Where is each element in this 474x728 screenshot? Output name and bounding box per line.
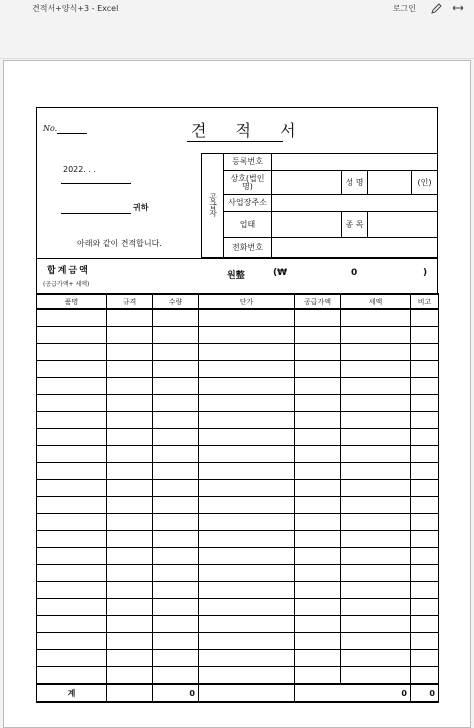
table-cell[interactable]: [107, 616, 153, 633]
table-cell[interactable]: [199, 344, 295, 361]
table-row: [37, 378, 439, 395]
table-cell[interactable]: [107, 565, 153, 582]
table-cell[interactable]: [411, 480, 439, 497]
col-unit-price: 단가: [199, 294, 295, 309]
table-cell[interactable]: [153, 497, 199, 514]
ribbon-area: [0, 16, 474, 59]
table-cell[interactable]: [411, 378, 439, 395]
items-table: [36, 293, 439, 703]
total-row-tax: 0: [411, 684, 439, 702]
table-row: [37, 565, 439, 582]
recipient-suffix: 귀하: [133, 203, 149, 212]
table-cell[interactable]: [295, 650, 341, 667]
table-cell[interactable]: [295, 667, 341, 685]
reg-no-value[interactable]: [272, 154, 438, 171]
table-cell[interactable]: [341, 582, 411, 599]
table-cell[interactable]: [153, 633, 199, 650]
total-won-label: 원整: [227, 271, 245, 281]
table-cell[interactable]: [107, 327, 153, 344]
table-cell[interactable]: [199, 309, 295, 327]
table-cell[interactable]: [411, 531, 439, 548]
date-underline: [61, 183, 131, 184]
table-cell[interactable]: [411, 309, 439, 327]
table-cell[interactable]: [107, 378, 153, 395]
title-underline: [187, 141, 283, 142]
total-amount-close: ): [423, 268, 428, 278]
table-cell[interactable]: [411, 327, 439, 344]
table-cell[interactable]: [341, 531, 411, 548]
table-row: [37, 429, 439, 446]
table-cell[interactable]: [295, 344, 341, 361]
table-cell[interactable]: [199, 599, 295, 616]
supplier-vertical-label: 공급자: [202, 154, 224, 258]
table-cell[interactable]: [107, 361, 153, 378]
table-cell[interactable]: [295, 395, 341, 412]
table-cell[interactable]: [107, 633, 153, 650]
table-cell[interactable]: [295, 565, 341, 582]
table-row: [37, 446, 439, 463]
table-cell[interactable]: [199, 667, 295, 685]
table-cell[interactable]: [295, 446, 341, 463]
table-cell[interactable]: [295, 378, 341, 395]
table-cell[interactable]: [411, 361, 439, 378]
table-cell[interactable]: [37, 582, 107, 599]
table-cell[interactable]: [153, 463, 199, 480]
table-cell[interactable]: [199, 463, 295, 480]
table-cell[interactable]: [411, 429, 439, 446]
table-cell[interactable]: [295, 480, 341, 497]
date-field: 2022. . .: [63, 165, 97, 174]
table-cell[interactable]: [107, 344, 153, 361]
table-cell[interactable]: [153, 514, 199, 531]
total-row-supply: 0: [295, 684, 411, 702]
greeting-text: 아래와 같이 견적합니다.: [77, 239, 162, 248]
total-amount-prefix: (₩: [273, 268, 288, 278]
table-cell[interactable]: [411, 344, 439, 361]
phone-label: 전화번호: [224, 238, 272, 258]
table-cell[interactable]: [153, 667, 199, 685]
table-cell[interactable]: [107, 599, 153, 616]
company-value[interactable]: [272, 171, 342, 195]
table-cell[interactable]: [199, 650, 295, 667]
table-cell[interactable]: [199, 497, 295, 514]
table-row: [37, 309, 439, 327]
total-row-quantity: 0: [153, 684, 199, 702]
table-cell[interactable]: [153, 378, 199, 395]
business-type-value[interactable]: [272, 212, 342, 238]
table-cell[interactable]: [37, 395, 107, 412]
table-row: [37, 531, 439, 548]
table-cell[interactable]: [107, 531, 153, 548]
window-title: 견적서+양식+3 - Excel: [32, 4, 119, 13]
table-cell[interactable]: [37, 667, 107, 685]
table-cell[interactable]: [411, 667, 439, 685]
table-cell[interactable]: [411, 514, 439, 531]
table-row: [37, 463, 439, 480]
table-cell[interactable]: [107, 309, 153, 327]
phone-value[interactable]: [272, 238, 438, 258]
table-cell[interactable]: [199, 616, 295, 633]
table-cell[interactable]: [295, 599, 341, 616]
table-cell[interactable]: [37, 463, 107, 480]
table-cell[interactable]: [411, 633, 439, 650]
col-item-name: 품명: [37, 294, 107, 309]
items-header-row: [37, 294, 439, 309]
total-amount-row: [36, 258, 438, 293]
col-tax: 세액: [341, 294, 411, 309]
table-cell[interactable]: [341, 378, 411, 395]
table-row: [37, 412, 439, 429]
table-cell[interactable]: [341, 412, 411, 429]
table-cell[interactable]: [199, 548, 295, 565]
table-row: [37, 582, 439, 599]
table-cell[interactable]: [37, 514, 107, 531]
table-cell[interactable]: [341, 429, 411, 446]
table-row: [37, 480, 439, 497]
business-item-label: 종 목: [342, 212, 368, 238]
pen-icon[interactable]: [430, 2, 442, 14]
table-cell[interactable]: [295, 429, 341, 446]
table-cell[interactable]: [341, 327, 411, 344]
resize-icon[interactable]: [452, 2, 464, 14]
table-cell[interactable]: [153, 395, 199, 412]
table-cell[interactable]: [153, 616, 199, 633]
address-value[interactable]: [272, 195, 438, 212]
total-row-unit-price: [199, 684, 295, 702]
table-cell[interactable]: [153, 599, 199, 616]
table-cell[interactable]: [199, 378, 295, 395]
reg-no-label: 등록번호: [224, 154, 272, 171]
col-remarks: 비고: [411, 294, 439, 309]
business-item-value[interactable]: [368, 212, 438, 238]
table-cell[interactable]: [199, 582, 295, 599]
table-row: [37, 599, 439, 616]
table-cell[interactable]: [153, 446, 199, 463]
table-cell[interactable]: [295, 633, 341, 650]
items-total-row: [37, 684, 439, 702]
table-cell[interactable]: [295, 309, 341, 327]
table-cell[interactable]: [199, 395, 295, 412]
table-cell[interactable]: [199, 633, 295, 650]
table-cell[interactable]: [37, 565, 107, 582]
table-cell[interactable]: [295, 514, 341, 531]
table-cell[interactable]: [341, 480, 411, 497]
table-cell[interactable]: [295, 327, 341, 344]
table-cell[interactable]: [37, 497, 107, 514]
table-cell[interactable]: [341, 667, 411, 685]
items-body: [37, 309, 439, 684]
table-row: [37, 616, 439, 633]
form-title: 견 적 서: [191, 121, 308, 140]
table-cell[interactable]: [37, 327, 107, 344]
supplier-table: [201, 153, 438, 258]
table-cell[interactable]: [37, 531, 107, 548]
table-cell[interactable]: [153, 429, 199, 446]
table-cell[interactable]: [199, 429, 295, 446]
business-type-label: 업태: [224, 212, 272, 238]
table-cell[interactable]: [107, 412, 153, 429]
table-row: [37, 327, 439, 344]
form-header: [36, 107, 438, 258]
table-cell[interactable]: [107, 480, 153, 497]
table-cell[interactable]: [295, 582, 341, 599]
table-cell[interactable]: [153, 344, 199, 361]
table-cell[interactable]: [295, 497, 341, 514]
col-spec: 규격: [107, 294, 153, 309]
table-row: [37, 344, 439, 361]
table-cell[interactable]: [411, 650, 439, 667]
table-cell[interactable]: [295, 361, 341, 378]
table-cell[interactable]: [153, 548, 199, 565]
table-cell[interactable]: [37, 378, 107, 395]
table-row: [37, 548, 439, 565]
table-cell[interactable]: [153, 531, 199, 548]
table-cell[interactable]: [199, 446, 295, 463]
table-cell[interactable]: [341, 344, 411, 361]
table-cell[interactable]: [107, 548, 153, 565]
table-cell[interactable]: [107, 463, 153, 480]
company-label: 상호(법인명): [224, 171, 272, 195]
table-cell[interactable]: [199, 412, 295, 429]
table-cell[interactable]: [37, 361, 107, 378]
table-cell[interactable]: [341, 395, 411, 412]
name-label: 성 명: [342, 171, 368, 195]
table-cell[interactable]: [341, 361, 411, 378]
table-cell[interactable]: [37, 650, 107, 667]
table-cell[interactable]: [341, 309, 411, 327]
address-label: 사업장주소: [224, 195, 272, 212]
table-cell[interactable]: [341, 497, 411, 514]
table-cell[interactable]: [341, 446, 411, 463]
seal-label: (인): [412, 171, 438, 195]
table-row: [37, 361, 439, 378]
table-cell[interactable]: [107, 429, 153, 446]
table-cell[interactable]: [341, 548, 411, 565]
title-bar: [0, 0, 474, 16]
table-cell[interactable]: [199, 565, 295, 582]
table-cell[interactable]: [199, 361, 295, 378]
total-row-label: 계: [37, 684, 107, 702]
total-row-spec: [107, 684, 153, 702]
table-cell[interactable]: [153, 480, 199, 497]
table-cell[interactable]: [411, 395, 439, 412]
title-bar-controls: [393, 0, 474, 16]
table-cell[interactable]: [37, 446, 107, 463]
table-cell[interactable]: [341, 463, 411, 480]
table-cell[interactable]: [37, 599, 107, 616]
table-cell[interactable]: [199, 480, 295, 497]
table-cell[interactable]: [341, 633, 411, 650]
table-cell[interactable]: [341, 650, 411, 667]
estimate-form: [36, 107, 438, 703]
total-sub-label: (공급가액+ 세액): [43, 281, 90, 288]
table-cell[interactable]: [37, 480, 107, 497]
table-cell[interactable]: [411, 582, 439, 599]
col-quantity: 수량: [153, 294, 199, 309]
table-cell[interactable]: [153, 361, 199, 378]
table-cell[interactable]: [199, 327, 295, 344]
table-cell[interactable]: [295, 616, 341, 633]
table-cell[interactable]: [411, 497, 439, 514]
table-cell[interactable]: [153, 309, 199, 327]
table-cell[interactable]: [199, 514, 295, 531]
table-cell[interactable]: [411, 599, 439, 616]
table-cell[interactable]: [411, 616, 439, 633]
table-cell[interactable]: [295, 531, 341, 548]
table-cell[interactable]: [341, 565, 411, 582]
table-row: [37, 633, 439, 650]
recipient-underline: [61, 213, 131, 214]
table-cell[interactable]: [341, 599, 411, 616]
table-cell[interactable]: [153, 582, 199, 599]
table-cell[interactable]: [37, 412, 107, 429]
table-cell[interactable]: [107, 395, 153, 412]
table-cell[interactable]: [37, 548, 107, 565]
name-value[interactable]: [368, 171, 412, 195]
table-cell[interactable]: [153, 327, 199, 344]
table-cell[interactable]: [153, 565, 199, 582]
table-row: [37, 667, 439, 685]
table-row: [37, 650, 439, 667]
total-amount-value: 0: [351, 268, 358, 278]
table-cell[interactable]: [37, 309, 107, 327]
table-cell[interactable]: [37, 344, 107, 361]
table-row: [37, 514, 439, 531]
table-cell[interactable]: [107, 497, 153, 514]
table-cell[interactable]: [37, 616, 107, 633]
col-supply-value: 공급가액: [295, 294, 341, 309]
table-cell[interactable]: [411, 565, 439, 582]
no-label: No.: [43, 124, 58, 133]
total-label: 합계금액: [47, 266, 90, 276]
table-cell[interactable]: [107, 650, 153, 667]
table-row: [37, 497, 439, 514]
table-cell[interactable]: [107, 514, 153, 531]
table-cell[interactable]: [153, 650, 199, 667]
table-cell[interactable]: [295, 412, 341, 429]
table-cell[interactable]: [37, 429, 107, 446]
table-cell[interactable]: [199, 531, 295, 548]
table-cell[interactable]: [341, 514, 411, 531]
table-cell[interactable]: [153, 412, 199, 429]
table-cell[interactable]: [107, 446, 153, 463]
table-cell[interactable]: [341, 616, 411, 633]
table-cell[interactable]: [411, 446, 439, 463]
table-cell[interactable]: [411, 463, 439, 480]
table-cell[interactable]: [411, 548, 439, 565]
table-cell[interactable]: [411, 412, 439, 429]
table-cell[interactable]: [107, 582, 153, 599]
table-cell[interactable]: [37, 633, 107, 650]
no-underline: [57, 133, 87, 134]
table-row: [37, 395, 439, 412]
table-cell[interactable]: [295, 548, 341, 565]
table-cell[interactable]: [295, 463, 341, 480]
table-cell[interactable]: [107, 667, 153, 685]
login-button[interactable]: 로그인: [392, 3, 416, 13]
